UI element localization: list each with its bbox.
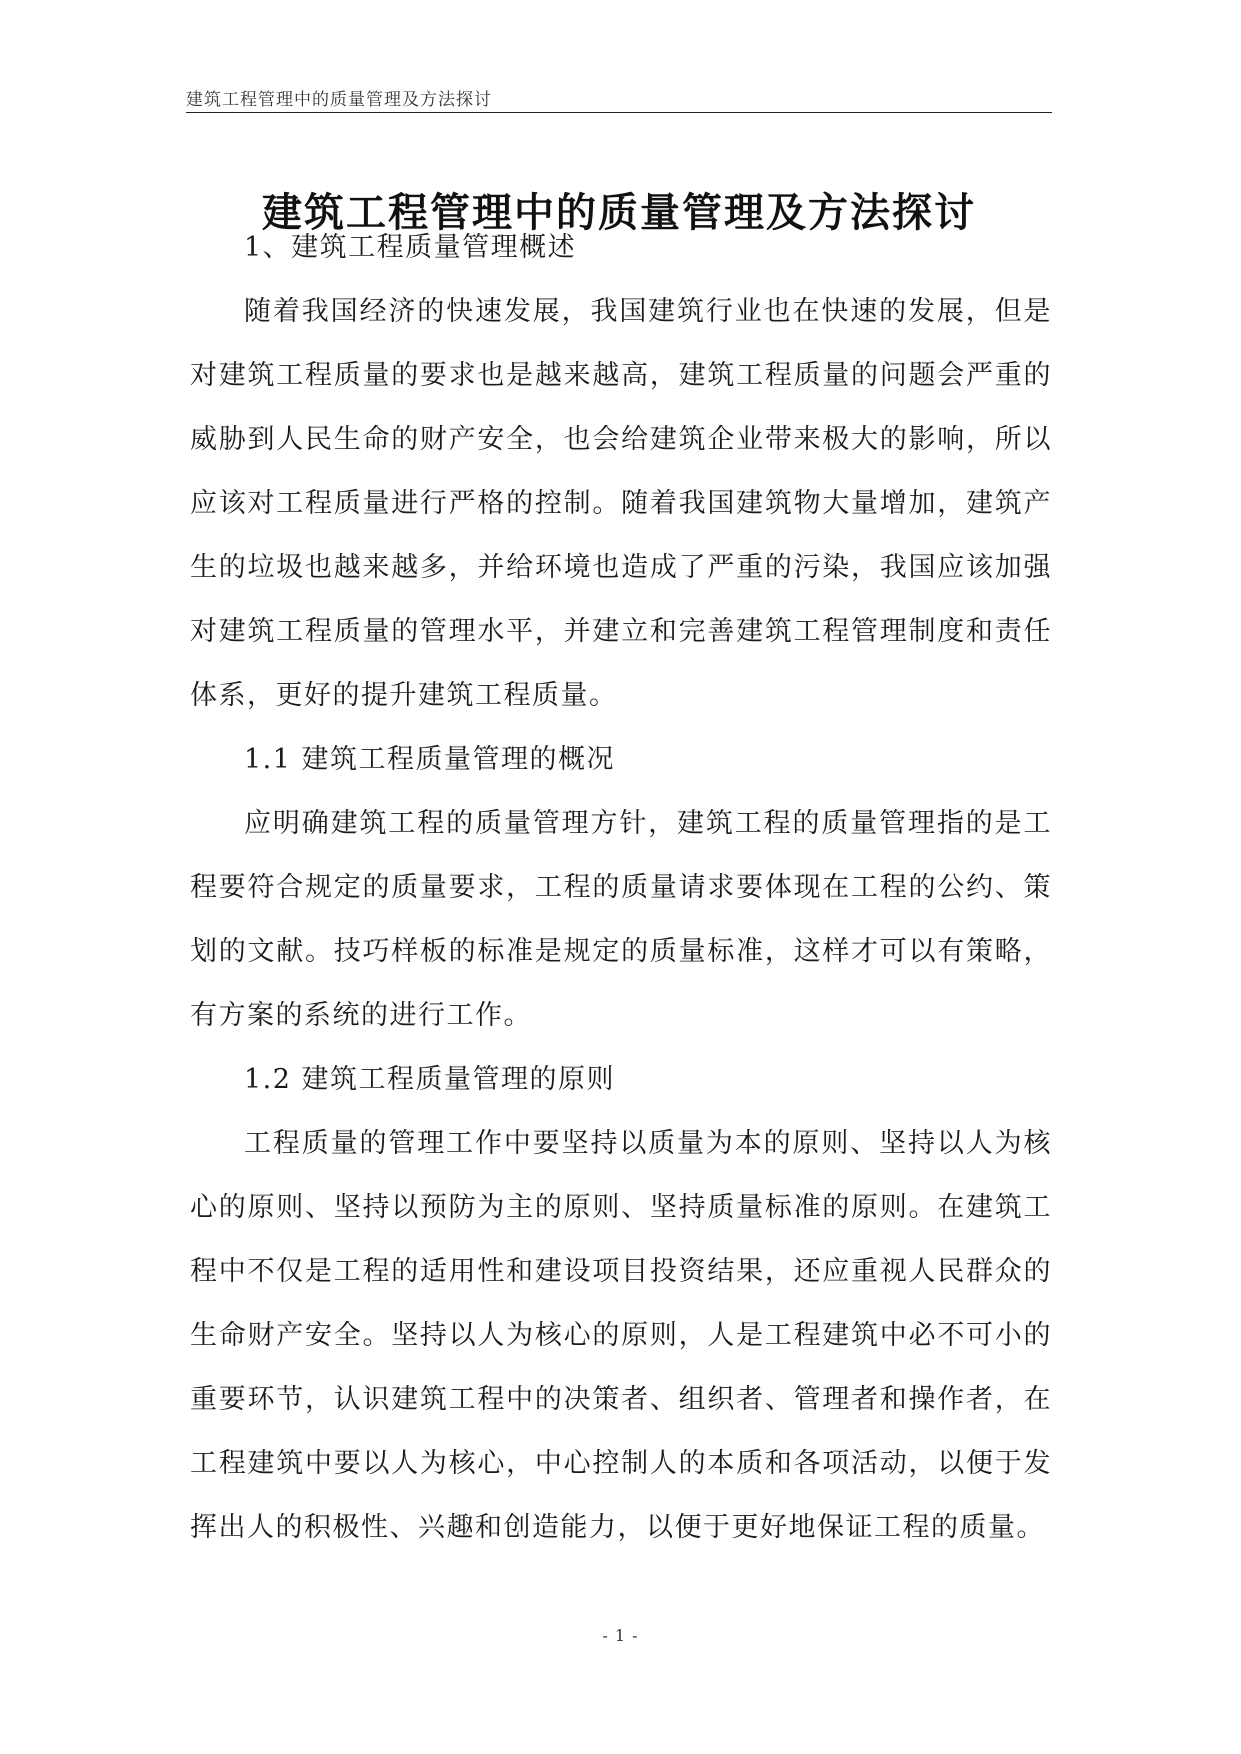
section-heading-overview: 1、建筑工程质量管理概述: [244, 232, 577, 263]
paragraph-principles: 工程质量的管理工作中要坚持以质量为本的原则、坚持以人为核心的原则、坚持以预防为主的原则、坚持质量标准的原则。在建筑工程中不仅是工程的适用性和建设项目投资结果，还应重视人民群众的生命财产安全。坚持以人为核心的原则，人是工程建筑中必不可小的重要环节，认识建筑工程中的决策者、组织者、管理者和操作者，在工程建筑中要以人为核心，中心控制人的本质和各项活动，以便于发挥出人的积极性、兴趣和创造能力，以便于更好地保证工程的质量。: [190, 1128, 1052, 1543]
document-title: 建筑工程管理中的质量管理及方法探讨: [262, 188, 976, 236]
document-body: [190, 216, 1052, 1560]
paragraph-overview: 随着我国经济的快速发展，我国建筑行业也在快速的发展，但是对建筑工程质量的要求也是越来越高，建筑工程质量的问题会严重的威胁到人民生命的财产安全，也会给建筑企业带来极大的影响，所以应该对工程质量进行严格的控制。随着我国建筑物大量增加，建筑产生的垃圾也越来越多，并给环境也造成了严重的污染，我国应该加强对建筑工程质量的管理水平，并建立和完善建筑工程管理制度和责任体系，更好的提升建筑工程质量。: [190, 296, 1052, 711]
section-heading-principles: 1.2 建筑工程质量管理的原则: [244, 1064, 616, 1095]
section-heading-situation: 1.1 建筑工程质量管理的概况: [244, 744, 616, 775]
paragraph-situation: 应明确建筑工程的质量管理方针，建筑工程的质量管理指的是工程要符合规定的质量要求，工程的质量请求要体现在工程的公约、策划的文献。技巧样板的标准是规定的质量标准，这样才可以有策略，有方案的系统的进行工作。: [190, 808, 1052, 1031]
running-header: 建筑工程管理中的质量管理及方法探讨: [186, 90, 492, 110]
page-number: - 1 -: [602, 1626, 639, 1645]
header-divider: [186, 112, 1052, 113]
